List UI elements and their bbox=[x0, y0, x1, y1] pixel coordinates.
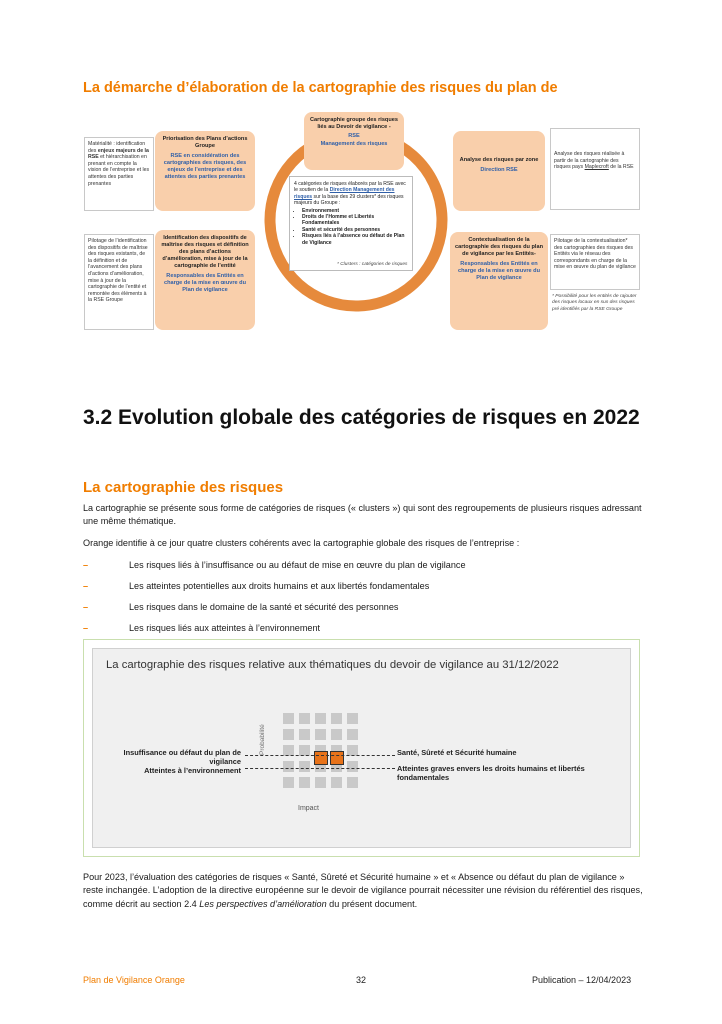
label-human-rights: Atteintes graves envers les droits humains et libertés fondamentales bbox=[397, 764, 585, 782]
heatmap-cell bbox=[315, 713, 326, 724]
heatmap-cell bbox=[331, 713, 342, 724]
label-health-safety: Santé, Sûreté et Sécurité humaine bbox=[397, 748, 517, 757]
footer-title: Plan de Vigilance Orange bbox=[83, 975, 185, 985]
section-title: 3.2 Evolution globale des catégories de risques en 2022 bbox=[83, 406, 640, 429]
heatmap-panel bbox=[92, 648, 631, 848]
bullet-item: – Les risques liés aux atteintes à l’environnement bbox=[83, 623, 321, 633]
bullet-dash: – bbox=[83, 581, 89, 591]
stage-identification: Identification des dispositifs de maîtrise des risques et définition des plans d’actions d’amélioration, mise à jour de la cartographie de l’entité Responsables des Entités en charge de la mise en œuvre du Plan de vigilance bbox=[155, 230, 255, 330]
paragraph-outlook: Pour 2023, l’évaluation des catégories de risques « Santé, Sûreté et Sécurité humaine » et « Absence ou défaut du plan de vigilance » reste inchangée. L’adoption de la directive européenne sur le devoir de vigilance pourrait nécessiter une révision du référentiel des risques, comme décrit au section 2.4 Les perspectives d’amélioration du présent document. bbox=[83, 872, 643, 909]
label-plan-insufficiency: Insuffisance ou défaut du plan de vigilance bbox=[123, 748, 241, 766]
note-contextualisation: Pilotage de la contextualisation* des cartographies des risques des Entités via le réseau des correspondants en charge de la mise en œuvre du plan de vigilance bbox=[550, 234, 640, 290]
heatmap-title: La cartographie des risques relative aux thématiques du devoir de vigilance au 31/12/2022 bbox=[106, 659, 559, 671]
category-item: • Risques liés à l’absence ou défaut de Plan de Vigilance bbox=[302, 233, 408, 246]
risk-heatmap-figure bbox=[83, 639, 640, 857]
bullet-dash: – bbox=[83, 623, 89, 633]
heatmap-cell bbox=[299, 713, 310, 724]
heatmap-cell bbox=[315, 777, 326, 788]
category-item: • Environnement bbox=[302, 208, 408, 214]
section-subtitle: La cartographie des risques bbox=[83, 479, 284, 496]
note-zone-analysis: Analyse des risques réalisée à partir de la cartographie des risques pays Maplecroft de la RSE bbox=[550, 128, 640, 210]
x-axis-label: Impact bbox=[298, 805, 320, 812]
paragraph-four-clusters: Orange identifie à ce jour quatre clusters cohérents avec la cartographie globale des risques de l’entreprise : bbox=[83, 538, 520, 548]
heatmap-cell bbox=[347, 713, 358, 724]
heatmap-cell bbox=[331, 777, 342, 788]
connector-line bbox=[245, 768, 395, 769]
publication-date: Publication – 12/04/2023 bbox=[532, 975, 632, 985]
bullet-item: – Les risques dans le domaine de la santé et sécurité des personnes bbox=[83, 602, 399, 612]
heatmap-hot-cell bbox=[330, 751, 344, 765]
category-item: • Droits de l’Homme et Libertés Fondamentales bbox=[302, 214, 408, 227]
clusters-footnote: * Clusters : catégories de risques bbox=[337, 262, 408, 267]
heatmap-cell bbox=[347, 729, 358, 740]
stage-contextualisation: Contextualisation de la cartographie des risques du plan de vigilance par les Entités- Responsables des Entités en charge de la mise en œuvre du Plan de vigilance bbox=[450, 232, 548, 330]
y-axis-label: Probabilité bbox=[259, 724, 266, 755]
heatmap-cell bbox=[283, 729, 294, 740]
section-heading-approach: La démarche d’élaboration de la cartographie des risques du plan de bbox=[83, 80, 558, 96]
page-number: 32 bbox=[356, 975, 367, 985]
heatmap-cell bbox=[347, 761, 358, 772]
heatmap-cell bbox=[331, 729, 342, 740]
note-contextualisation-footnote: * Possibilité pour les entités de rajouter des risques locaux en sus des risques pré identifiés par la RSE Groupe bbox=[552, 294, 637, 312]
bullet-item: – Les atteintes potentielles aux droits humains et aux libertés fondamentales bbox=[83, 581, 430, 591]
heatmap-cell bbox=[347, 777, 358, 788]
heatmap-cell bbox=[299, 777, 310, 788]
label-environment: Atteintes à l’environnement bbox=[144, 766, 241, 775]
bullet-item: – Les risques liés à l’insuffisance ou au défaut de mise en œuvre du plan de vigilance bbox=[83, 560, 466, 570]
heatmap-cell bbox=[299, 729, 310, 740]
heatmap-cell bbox=[283, 713, 294, 724]
note-pilot-identification: Pilotage de l’identification des dispositifs de maîtrise des risques existants, de la définition et de l’avancement des plans d’actions d’amélioration, mise à jour de la cartographie de l’entité et remontée des éléments à la RSE Groupe bbox=[84, 234, 154, 330]
connector-line bbox=[245, 755, 395, 756]
note-materiality: Matérialité : identification des enjeux majeurs de la RSE et hiérarchisation en prenant en compte la vision de l’entreprise et les attentes des parties prenantes bbox=[84, 137, 154, 211]
stage-zone-analysis: Analyse des risques par zone Direction RSE bbox=[453, 131, 545, 211]
heatmap-cell bbox=[283, 777, 294, 788]
heatmap-cell bbox=[315, 729, 326, 740]
bullet-dash: – bbox=[83, 560, 89, 570]
process-diagram bbox=[84, 110, 640, 342]
bullet-dash: – bbox=[83, 602, 89, 612]
heatmap-hot-cell bbox=[314, 751, 328, 765]
stage-group-mapping: Cartographie groupe des risques liés au Devoir de vigilance - RSE Management des risques bbox=[304, 112, 404, 170]
paragraph-clusters: La cartographie se présente sous forme de catégories de risques (« clusters ») qui sont des regroupements de plusieurs risques adressant une même thématique. bbox=[83, 503, 642, 527]
heatmap-cell bbox=[299, 761, 310, 772]
heatmap-cell bbox=[283, 761, 294, 772]
category-item: • Santé et sécurité des personnes bbox=[302, 227, 408, 233]
stage-prioritisation: Priorisation des Plans d’actions Groupe RSE en considération des cartographies des risques, des enjeux de l’entreprise et des attentes des parties prenantes bbox=[155, 131, 255, 211]
risk-categories-box: 4 catégories de risques élaborés par la RSE avec le soutien de la Direction Management des risques sur la base des 29 clusters* des risques majeurs du Groupe : • Environnement • Droits de l’Homme et Libertés Fondamentales • Santé et sécurité des personnes • Risques liés à l’absence ou défaut de Plan de Vigilance bbox=[289, 176, 413, 271]
